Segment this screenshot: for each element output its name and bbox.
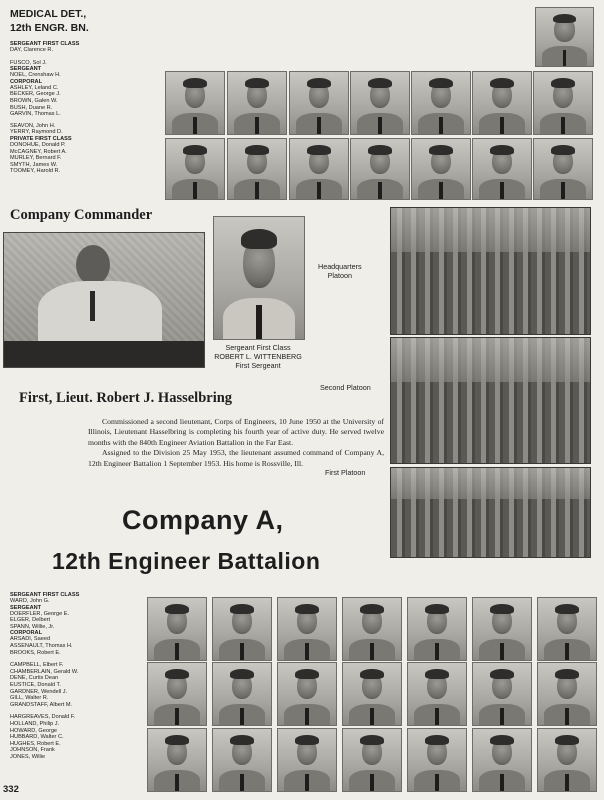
soldier-portrait [533,138,593,200]
headquarters-platoon-photo [390,207,591,335]
platoon-label-first: First Platoon [325,468,366,477]
roster-name: HUBBARD, Walter C. [10,734,64,741]
roster-name: McCAGNEY, Robert A. [10,148,67,155]
soldier-portrait [407,662,467,726]
soldier-portrait [533,71,593,135]
platoon-label-second: Second Platoon [320,383,371,392]
medical-title-line1: MEDICAL DET., [10,8,87,20]
roster-name: DOERFLER, George E. [10,610,70,617]
soldier-portrait [537,597,597,661]
roster-rank: SERGEANT FIRST CLASS [10,592,80,598]
roster-name: DENE, Curtis Dean [10,675,59,682]
platoon-label-headquarters: Headquarters Platoon [318,262,362,280]
soldier-portrait [147,662,207,726]
roster-rank: SERGEANT [10,66,42,73]
soldier-portrait [472,138,532,200]
roster-name: DONOHUE, Donald P. [10,141,66,148]
soldier-portrait [147,728,207,792]
commander-desk-photo [3,232,205,368]
commander-bio-paragraph-2: Assigned to the Division 25 May 1953, the lieutenant assumed command of Company A, 12th Engineer Battalion 1 September 1953. His home is Rossville, Ill. [88,448,384,468]
first-sergeant-rank: Sergeant First Class [225,343,291,352]
roster-name: YERRY, Raymond D. [10,129,63,136]
roster-name: BROOKS, Robert E. [10,649,61,656]
roster-name: GRANDSTAFF, Albert M. [10,701,73,708]
roster-name: ASSENAULT, Thomas H. [10,642,73,649]
soldier-portrait [350,138,410,200]
soldier-portrait [472,597,532,661]
first-sergeant-caption [190,343,326,370]
soldier-portrait [407,597,467,661]
soldier-portrait [165,71,225,135]
first-sergeant-title: First Sergeant [235,361,281,370]
soldier-portrait [411,71,471,135]
medical-roster [10,41,160,175]
roster-name: GARVIN, Thomas L. [10,111,61,118]
roster-name: EUSTICE, Donald T. [10,681,61,688]
roster-rank: CORPORAL [10,78,43,85]
soldier-portrait [342,597,402,661]
roster-name: HOLLAND, Philip J. [10,720,60,727]
soldier-portrait [472,728,532,792]
soldier-portrait [535,7,594,67]
soldier-portrait [350,71,410,135]
roster-rank: SERGEANT [10,604,42,611]
commander-bio [88,417,384,469]
soldier-portrait [277,662,337,726]
roster-name: BECKER, George J. [10,91,61,98]
roster-name: GILL, Walter R. [10,695,49,702]
roster-rank: CORPORAL [10,630,43,637]
soldier-portrait [227,138,287,200]
soldier-portrait [407,728,467,792]
roster-name: MURLEY, Bernard F. [10,155,62,162]
roster-name: TOOMEY, Harold R. [10,168,61,175]
soldier-portrait [472,71,532,135]
page-number: 332 [3,784,19,795]
roster-name: GARDNER, Wendell J. [10,688,68,695]
company-roster [10,592,150,760]
commander-section-title: Company Commander [10,207,153,223]
roster-name: BUSH, Duane R. [10,104,53,111]
roster-name: ASHLEY, Leland C. [10,84,59,91]
soldier-portrait [537,662,597,726]
soldier-portrait [537,728,597,792]
soldier-portrait [342,728,402,792]
soldier-portrait [212,728,272,792]
first-sergeant-portrait [213,216,305,340]
company-title-line2: 12th Engineer Battalion [52,548,321,574]
medical-title-line2: 12th ENGR. BN. [10,22,89,34]
roster-name: SEAVON, John H. [10,122,56,129]
commander-bio-paragraph-1: Commissioned a second lieutenant, Corps of Engineers, 10 June 1950 at the University of Illinois, Lieutenant Hasselbring is completing his fourth year of active duty. He served twelve months with the 840th Engineer Aviation Battalion in the Far East. [88,417,384,447]
roster-name: JONES, Willie [10,753,46,760]
roster-name: JOHNSON, Frank [10,747,55,754]
soldier-portrait [147,597,207,661]
roster-name: DAY, Clarence R. [10,47,54,53]
roster-name: HOWARD, George [10,727,58,734]
soldier-portrait [342,662,402,726]
soldier-portrait [212,597,272,661]
soldier-portrait [472,662,532,726]
soldier-portrait [212,662,272,726]
roster-name: HARGREAVES, Donald F. [10,714,76,721]
roster-name: HUGHES, Robert E. [10,740,61,747]
company-title-line1: Company A, [122,505,284,535]
soldier-portrait [411,138,471,200]
roster-name: FUSCO, Sol J. [10,59,47,66]
roster-name: ELGER, Delbert [10,617,51,624]
soldier-portrait [289,71,349,135]
soldier-portrait [289,138,349,200]
roster-name: CAMPBELL, Elbert F. [10,662,64,669]
roster-name: SMYTH, James W. [10,161,58,168]
soldier-portrait [277,728,337,792]
roster-rank: SERGEANT FIRST CLASS [10,41,80,47]
roster-name: SPANN, Willie, Jr. [10,623,55,630]
soldier-portrait [277,597,337,661]
roster-name: WARD, John G. [10,598,50,604]
roster-name: CHAMBERLAIN, Gerald W. [10,668,79,675]
first-platoon-photo [390,467,591,558]
roster-name: NOEL, Crenshaw H. [10,72,61,79]
soldier-portrait [227,71,287,135]
roster-name: ARSADI, Saeed [10,636,51,643]
soldier-portrait [165,138,225,200]
commander-name-title: First, Lieut. Robert J. Hasselbring [19,390,233,406]
second-platoon-photo [390,337,591,464]
roster-rank: PRIVATE FIRST CLASS [10,135,72,142]
roster-name: BROWN, Galen W. [10,97,58,104]
first-sergeant-name: ROBERT L. WITTENBERG [214,352,302,361]
